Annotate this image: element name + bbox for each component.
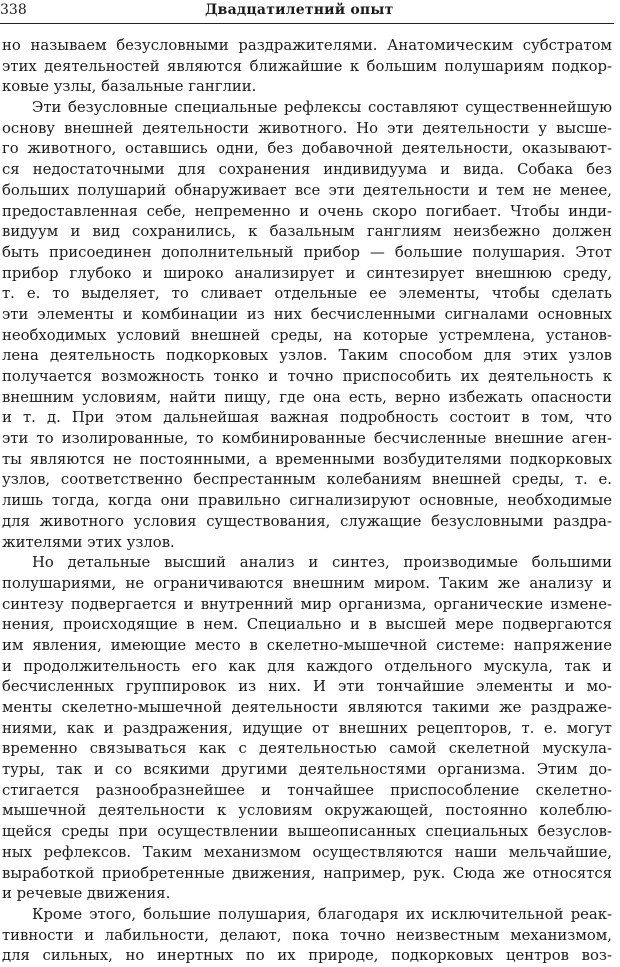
text-line: Но детальные высший анализ и синтез, производимые большими bbox=[32, 554, 612, 572]
text-line: лена деятельность подкорковых узлов. Таким способом для этих узлов bbox=[2, 347, 612, 365]
text-line: синтезу подвергается и внутренний мир организма, органические измене- bbox=[2, 595, 612, 613]
text-line: щейся среды при осуществлении вышеописанных специальных безуслов- bbox=[2, 823, 612, 841]
text-line: ты являются не постоянными, а временными возбудителями подкорковых bbox=[2, 450, 612, 468]
text-line: ковые узлы, базальные ганглии. bbox=[2, 78, 257, 96]
header-rule bbox=[0, 23, 614, 24]
text-line: для животного условия существования, служащие безусловными раздра- bbox=[2, 512, 612, 530]
running-header bbox=[0, 0, 612, 22]
text-line: стигается разнообразнейшее и тончайшее приспособление скелетно- bbox=[2, 781, 612, 799]
text-line: и речевые движения. bbox=[2, 885, 171, 903]
text-line: этих деятельностей являются ближайшие к большим полушариям подкор- bbox=[2, 57, 612, 75]
text-line: менты скелетно-мышечной деятельности являются такими же раздраже- bbox=[2, 699, 612, 716]
text-line: го животного, оставшись одни, без добавочной деятельности, оказывают- bbox=[2, 140, 612, 158]
text-line: для сильных, но инертных по их природе, подкорковых центров воз- bbox=[2, 947, 612, 965]
text-line: и т. д. При этом дальнейшая важная подробность состоит в том, что bbox=[2, 409, 612, 427]
text-line: жителями этих узлов. bbox=[2, 533, 175, 551]
page-number: 338 bbox=[0, 2, 27, 18]
text-line: прибор глубоко и широко анализирует и синтезирует внешнюю среду, bbox=[2, 264, 612, 282]
text-line: туры, так и со всякими другими деятельностями организма. Этим до- bbox=[2, 761, 612, 779]
text-line: им явления, имеющие место в скелетно-мышечной системе: напряжение bbox=[2, 636, 612, 654]
text-line: эти элементы и комбинации из них бесчисленными сигналами основных bbox=[2, 305, 612, 323]
text-line: больших полушарий обнаруживает все эти деятельности и тем не менее, bbox=[2, 181, 612, 199]
text-line: необходимых условий внешней среды, на которые устремлена, установ- bbox=[2, 326, 612, 344]
text-line: узлов, соответственно беспрестанным колебаниям внешней среды, т. е. bbox=[2, 471, 612, 489]
text-line: тивности и лабильности, делают, пока точно неизвестным механизмом, bbox=[2, 926, 612, 944]
text-line: ниями, как и раздражения, идущие от внешних рецепторов, т. е. могут bbox=[2, 719, 612, 737]
text-line: выработкой приобретенные движения, например, рук. Сюда же относятся bbox=[2, 864, 612, 882]
text-line: временно связываться как с деятельностью самой скелетной мускула- bbox=[2, 740, 612, 758]
body-text bbox=[2, 36, 612, 967]
text-line: эти то изолированные, то комбинированные бесчисленные внешние аген- bbox=[2, 430, 612, 448]
text-line: лишь тогда, когда они правильно сигнализируют основные, необходимые bbox=[2, 492, 612, 510]
running-title: Двадцатилетний опыт bbox=[205, 2, 394, 18]
text-line: основу внешней деятельности животного. Но эти деятельности у высше- bbox=[2, 119, 612, 137]
text-line: предоставленная себе, непременно и очень скоро погибает. Чтобы инди- bbox=[2, 202, 612, 220]
text-line: быть присоединен дополнительный прибор — большие полушария. Этот bbox=[2, 243, 612, 261]
text-line: ных рефлексов. Таким механизмом осуществляются наши мельчайшие, bbox=[2, 843, 612, 861]
text-line: видуум и вид сохранились, к базальным ганглиям неизбежно должен bbox=[2, 223, 612, 241]
text-line: и продолжительность его как для каждого отдельного мускула, так и bbox=[2, 657, 612, 675]
text-line: нения, происходящие в нем. Специально и в высшей мере подвергаются bbox=[2, 616, 612, 634]
text-line: получается возможность тонко и точно приспособить их деятельность к bbox=[2, 368, 612, 385]
text-line: но называем безусловными раздражителями. Анатомическим субстратом bbox=[2, 37, 612, 54]
text-line: мышечной деятельности к условиям окружающей, постоянно колеблю- bbox=[2, 802, 612, 820]
text-line: полушариями, не ограничиваются внешним миром. Таким же анализу и bbox=[2, 574, 612, 592]
text-line: Кроме этого, большие полушария, благодаря их исключительной реак- bbox=[32, 905, 612, 923]
text-line: бесчисленных группировок из них. И эти тончайшие элементы и мо- bbox=[2, 678, 612, 696]
text-line: ся недостаточными для сохранения индивидуума и вида. Собака без bbox=[2, 161, 612, 179]
text-line: Эти безусловные специальные рефлексы составляют существеннейшую bbox=[32, 99, 612, 117]
text-line: внешним условиям, найти пищу, где она есть, верно избежать опасности bbox=[2, 388, 612, 406]
text-line: т. е. то выделяет, то сливает отдельные ее элементы, чтобы сделать bbox=[2, 285, 612, 303]
